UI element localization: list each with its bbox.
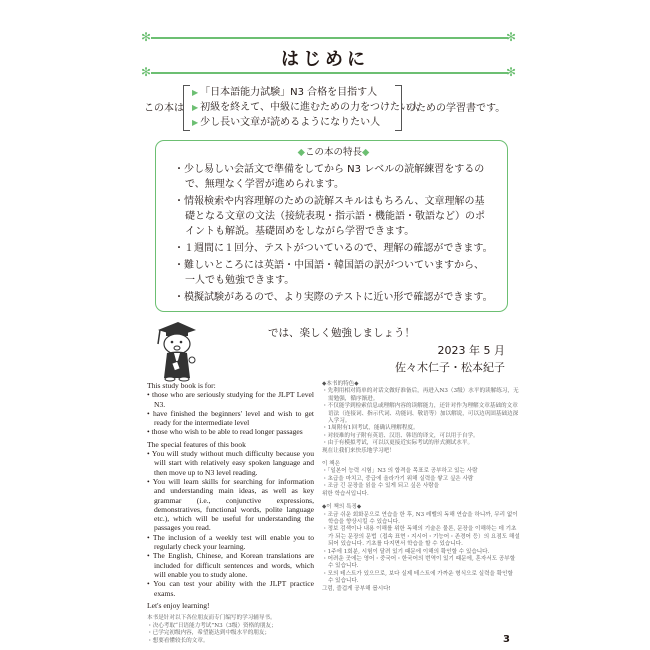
en-feature: • You will learn skills for searching for information and understanding main ideas, as well as key grammar (i.e., conjunctive expressions, demonstratives, functional words, polite language etc.), which will be useful for understanding the passages you read. bbox=[147, 476, 314, 533]
intro-lead: この本は bbox=[144, 103, 184, 114]
left-bracket bbox=[183, 85, 190, 131]
zh-feature: ・先利用相对简单的对话文做好准备后，再进入N3（3级）水平的读解练习，无需勉强，循序渐进。 bbox=[322, 388, 519, 402]
chinese-targets bbox=[147, 615, 314, 645]
diamond-icon: ◆ bbox=[362, 147, 370, 158]
en-feature: • You can test your ability with the JLPT practice exams. bbox=[147, 579, 314, 598]
intro-tail: のための学習書です。 bbox=[406, 103, 506, 114]
asterisk-icon: ✻ bbox=[141, 65, 152, 79]
ko-target: ・조금 긴 문장을 읽을 수 있게 되고 싶은 사람을 bbox=[322, 483, 440, 490]
closing-message: では、楽しく勉強しましょう！ bbox=[268, 327, 415, 339]
left-column bbox=[147, 381, 314, 646]
ko-closing: 그럼, 즐겁게 공부해 봅시다! bbox=[322, 585, 391, 592]
target-text: 少し長い文章が読めるようになりたい人 bbox=[200, 117, 381, 128]
zh-features-heading: ◆本书的特色◆ bbox=[322, 381, 359, 387]
diamond-icon: ◆ bbox=[297, 147, 305, 158]
triangle-icon: ▶ bbox=[192, 88, 199, 97]
target-item bbox=[192, 101, 420, 114]
bottom-rule bbox=[151, 72, 508, 74]
feature-item: ・少し易しい会話文で準備をしてから N3 レベルの読解練習をするので、無理なく学習が進められます。 bbox=[174, 164, 485, 190]
ko-feature: ・모의 테스트가 있으므로, 보다 실제 테스트에 가까운 형식으로 실력을 확인할 수 있습니다. bbox=[322, 570, 513, 585]
zh-target: ・决心考取“日语能力考试”N3（3级）资格的朋友； bbox=[147, 622, 277, 629]
ko-target-tail: 위한 학습서입니다. bbox=[322, 490, 369, 497]
ko-feature: ・어려운 곳에는 영어・중국어・한국어의 번역이 있기 때문에, 혼자서도 공부할 수 있습니다. bbox=[322, 555, 516, 570]
feature-item: ・情報検索や内容理解のための読解スキルはもちろん、文章理解の基礎となる文章の文法（接続表現・指示語・機能語・敬語など）のポイントも解説。基礎固めをしながら学習できます。 bbox=[174, 196, 485, 237]
authors: 佐々木仁子・松本紀子 bbox=[395, 361, 505, 374]
ko-features-heading: ◆이 책의 특징◆ bbox=[322, 504, 362, 511]
asterisk-icon: ✻ bbox=[506, 65, 517, 79]
target-text: 「日本語能力試験」N3 合格を目指す人 bbox=[200, 87, 378, 98]
ko-intro: 이 책은 bbox=[322, 461, 340, 468]
zh-feature: ・不仅能学到检索信息或理解内容的读解能力，还针对作为理解文章基础的文章语法（连接词、指示代词、功能词、敬语等）加以解说，可以边巩固基础边深入学习。 bbox=[322, 403, 519, 425]
graduate-cat-mascot bbox=[152, 320, 202, 382]
en-features-heading: The special features of this book bbox=[147, 439, 246, 449]
asterisk-icon: ✻ bbox=[506, 30, 517, 44]
right-bracket bbox=[395, 85, 402, 131]
zh-target: ・已学完初级内容，希望能达到中级水平的朋友； bbox=[147, 630, 271, 637]
feature-item: ・１週間に１回分、テストがついているので、理解の確認ができます。 bbox=[174, 243, 493, 254]
en-intro: This study book is for: bbox=[147, 381, 216, 390]
ko-feature: ・정보 검색이나 내용 이해를 위한 독해의 기술은 물론, 문장을 이해하는 데 기초가 되는 문장의 문법（접속 표현・지시어・기능어・존경어 등）의 요점도 해설되어 있습니다. 기초를 다지면서 학습을 할 수 있습니다. bbox=[322, 526, 520, 548]
target-item bbox=[192, 86, 377, 99]
en-target: • those who wish to be able to read longer passages bbox=[147, 427, 303, 437]
ko-feature: ・1주에 1회분, 시험이 달려 있기 때문에 이해의 확인할 수 있습니다. bbox=[322, 548, 490, 555]
zh-closing: 现在让我们来快乐地学习吧！ bbox=[322, 447, 395, 454]
target-item bbox=[192, 116, 380, 129]
features-heading bbox=[174, 146, 493, 159]
triangle-icon: ▶ bbox=[192, 103, 199, 112]
zh-feature: ・对较难的句子附有英语、汉语、韩语的译文，可以用于自学。 bbox=[322, 432, 479, 439]
feature-item: ・模擬試験があるので、より実際のテストに近い形で確認ができます。 bbox=[174, 292, 493, 303]
ko-target: ・초급을 마치고, 중급에 올라가기 위해 실력을 쌓고 싶은 사람 bbox=[322, 475, 474, 482]
en-target: • those who are seriously studying for the JLPT Level N3. bbox=[147, 390, 314, 409]
features-box bbox=[155, 140, 508, 312]
en-feature: • The English, Chinese, and Korean translations are included for difficult sentences and words, which will enable you to study alone. bbox=[147, 551, 314, 579]
asterisk-icon: ✻ bbox=[141, 30, 152, 44]
target-text: 初級を終えて、中級に進むための力をつけたい人 bbox=[200, 102, 420, 113]
features-heading-text: この本の特長 bbox=[304, 147, 362, 158]
top-rule bbox=[151, 37, 508, 39]
page-number: 3 bbox=[503, 634, 510, 645]
en-closing: Let's enjoy learning! bbox=[147, 600, 210, 610]
ko-feature: ・조금 쉬운 회화문으로 연습을 한 후, N3 레벨의 독해 연습을 하니까, 무리 없이 학습을 향상시킬 수 있습니다. bbox=[322, 511, 518, 525]
ko-target: ・「일본어 능력 시험」N3 의 합격을 목표로 공부하고 있는 사람 bbox=[322, 468, 478, 475]
date: 2023 年 5 月 bbox=[437, 344, 505, 357]
triangle-icon: ▶ bbox=[192, 118, 199, 127]
right-column bbox=[322, 381, 520, 593]
english-section bbox=[147, 381, 314, 610]
en-feature: • You will study without much difficulty because you will start with relatively easy spoken language and then move up to N3 level reading. bbox=[147, 449, 314, 477]
zh-target: ・想要看懂较长的文章。 bbox=[147, 637, 209, 644]
zh-intro: 本书是针对以下各位朋友而专门编写的学习辅导书。 bbox=[147, 615, 276, 622]
page-title: はじめに bbox=[281, 49, 369, 70]
zh-feature: ・由于有模拟考试，可以以更接近实际考试的形式测试水平。 bbox=[322, 440, 474, 447]
zh-feature: ・1周附有1回考试，能确认理解程度。 bbox=[322, 425, 419, 432]
en-feature: • The inclusion of a weekly test will enable you to regularly check your learning. bbox=[147, 532, 314, 552]
en-target: • have finished the beginners' level and wish to get ready for the intermediate level bbox=[147, 408, 314, 428]
feature-item: ・難しいところには英語・中国語・韓国語の訳がついていますから、一人でも勉強できます。 bbox=[174, 260, 484, 286]
